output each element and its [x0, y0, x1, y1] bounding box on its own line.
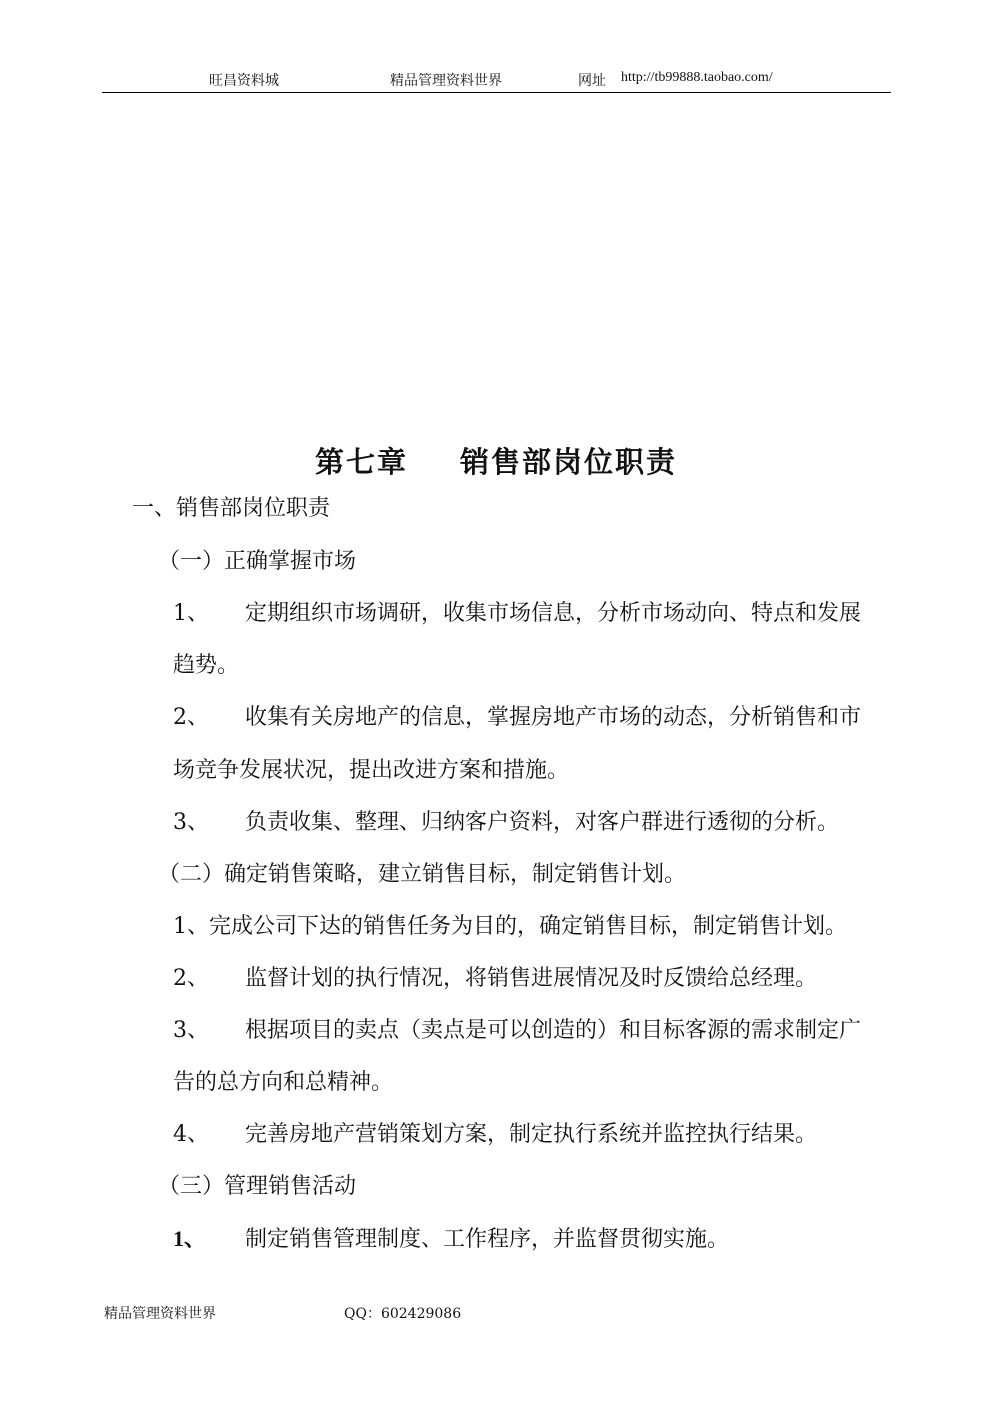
item-continuation: 告的总方向和总精神。	[173, 1070, 394, 1095]
footer-site-name: 精品管理资料世界	[104, 1306, 216, 1322]
header-divider	[102, 92, 891, 93]
item-text: 监督计划的执行情况，将销售进展情况及时反馈给总经理。	[245, 966, 818, 991]
chapter-number: 第七章	[314, 445, 408, 479]
item-continuation: 趋势。	[173, 653, 240, 678]
footer-contact: QQ：602429086	[344, 1306, 462, 1322]
item-text: 1、完成公司下达的销售任务为目的，确定销售目标，制定销售计划。	[173, 914, 847, 939]
header-site-name: 旺昌资料城	[209, 73, 279, 89]
item-number: 2、	[173, 705, 209, 730]
chapter-name: 销售部岗位职责	[460, 445, 678, 479]
list-item	[173, 912, 847, 942]
section-heading: 一、销售部岗位职责	[132, 496, 331, 521]
list-item	[173, 599, 861, 629]
subsection-heading: （一）正确掌握市场	[158, 549, 357, 574]
item-text: 完善房地产营销策划方案，制定执行系统并监控执行结果。	[245, 1122, 818, 1147]
item-number: 1、	[173, 601, 209, 626]
item-text: 收集有关房地产的信息，掌握房地产市场的动态，分析销售和市	[245, 705, 862, 730]
list-item	[173, 808, 839, 838]
header-url-label: 网址	[578, 73, 606, 89]
subsection-heading: （三）管理销售活动	[158, 1174, 357, 1199]
item-continuation: 场竞争发展状况，提出改进方案和措施。	[173, 758, 570, 783]
header-url-link[interactable]: http://tb99888.taobao.com/	[621, 70, 773, 85]
item-number: 3、	[173, 1018, 209, 1043]
header-slogan: 精品管理资料世界	[390, 73, 502, 89]
list-item	[173, 1016, 861, 1046]
item-number: 1、	[173, 1226, 207, 1251]
page-header	[0, 70, 992, 92]
chapter-title	[0, 440, 992, 481]
item-text: 制定销售管理制度、工作程序，并监督贯彻实施。	[245, 1227, 730, 1252]
subsection-heading: （二）确定销售策略，建立销售目标，制定销售计划。	[158, 862, 687, 887]
list-item	[173, 1120, 817, 1150]
list-item	[173, 703, 861, 733]
list-item	[173, 1224, 729, 1255]
item-text: 负责收集、整理、归纳客户资料，对客户群进行透彻的分析。	[245, 810, 840, 835]
list-item	[173, 964, 817, 994]
item-number: 2、	[173, 966, 209, 991]
item-number: 4、	[173, 1122, 209, 1147]
item-text: 根据项目的卖点（卖点是可以创造的）和目标客源的需求制定广	[245, 1018, 862, 1043]
item-text: 定期组织市场调研，收集市场信息，分析市场动向、特点和发展	[245, 601, 862, 626]
item-number: 3、	[173, 810, 209, 835]
